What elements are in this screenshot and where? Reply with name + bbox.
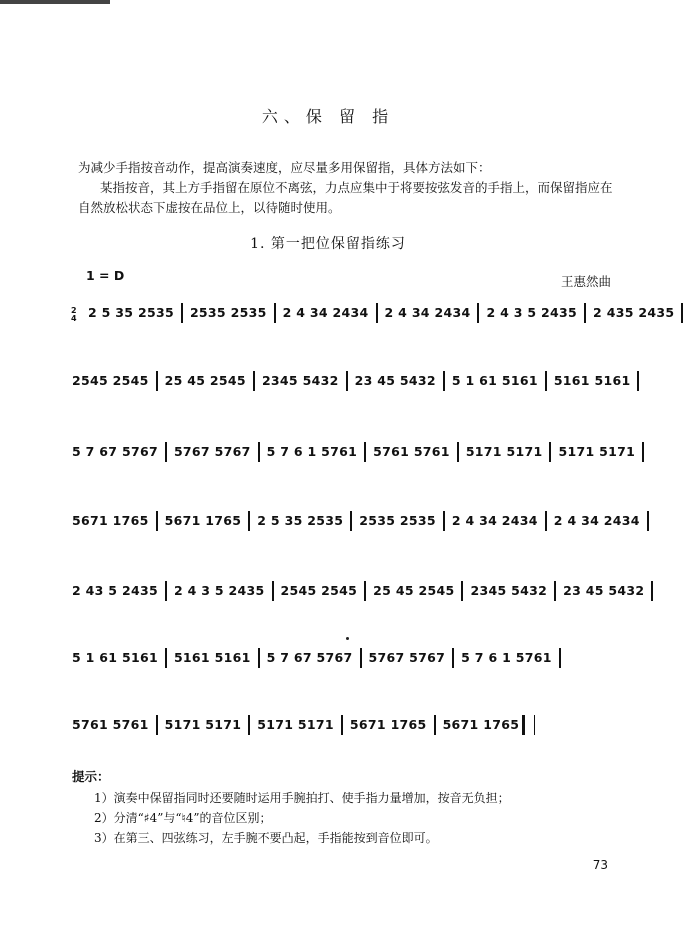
barline (341, 715, 343, 735)
barline (346, 371, 348, 391)
measure: 2 4 34 2434 (384, 304, 471, 320)
score-line (72, 371, 631, 391)
measure: 5671 1765 (349, 716, 427, 732)
measure: 5767 5767 (173, 443, 251, 459)
barline (647, 511, 649, 531)
measure: 5761 5761 (72, 716, 149, 732)
barline (461, 581, 463, 601)
tips-list (94, 788, 510, 848)
barline (156, 715, 158, 735)
barline (637, 371, 639, 391)
measure: 2 5 35 2535 (257, 512, 344, 528)
composer: 王惠然曲 (560, 274, 611, 289)
barline (272, 581, 274, 601)
barline (549, 442, 551, 462)
barline (364, 442, 366, 462)
score-line (88, 303, 675, 323)
barline (258, 442, 260, 462)
barline (181, 303, 183, 323)
measure: 2 4 3 5 2435 (486, 304, 578, 320)
barline (350, 511, 352, 531)
tip-item: 2）分清“♯4”与“♮4”的音位区别； (94, 811, 272, 825)
measure: 23 45 5432 (354, 372, 436, 388)
measure: 2545 2545 (72, 372, 149, 388)
measure: 5 7 67 5767 (266, 649, 353, 665)
measure: 5 1 61 5161 (451, 372, 538, 388)
barline (554, 581, 556, 601)
measure: 5171 5171 (257, 716, 334, 732)
score-line (72, 648, 617, 668)
measure: 2 43 5 2435 (72, 582, 158, 598)
section-title: 六、保 留 指 (261, 107, 395, 126)
barline (253, 371, 255, 391)
barline (165, 442, 167, 462)
top-edge-rule (0, 0, 110, 4)
measure: 2 4 3 5 2435 (173, 582, 265, 598)
measure: 5761 5761 (373, 443, 450, 459)
barline (248, 715, 250, 735)
measure: 5671 1765 (72, 512, 149, 528)
score-line (72, 442, 636, 462)
score-line (72, 715, 617, 735)
barline (434, 715, 436, 735)
measure: 5671 1765 (442, 716, 520, 732)
exercise-title: 1. 第一把位保留指练习 (250, 236, 406, 252)
time-signature-bottom: 4 (71, 314, 77, 323)
measure: 2 435 2435 (593, 304, 675, 320)
intro-paragraph-1: 为减少手指按音动作，提高演奏速度，应尽量多用保留指，具体方法如下： (78, 160, 491, 175)
page-number: 73 (592, 858, 608, 872)
measure: 5161 5161 (173, 649, 251, 665)
intro-paragraph-2: 某指按音，其上方手指留在原位不离弦，力点应集中于将要按弦发音的手指上，而保留指应在自然放松状态下虚按在品位上，以待随时使用。 (78, 180, 613, 215)
measure: 5 7 6 1 5761 (461, 649, 552, 665)
measure: 5 7 67 5767 (72, 443, 158, 459)
stray-mark (346, 637, 349, 640)
measure: 2545 2545 (280, 582, 358, 598)
barline (376, 303, 378, 323)
measure: 2 5 35 2535 (88, 304, 174, 320)
barline (642, 442, 644, 462)
score-line (72, 511, 640, 531)
barline (681, 303, 683, 323)
final-barline (534, 715, 535, 735)
barline (443, 371, 445, 391)
measure: 5171 5171 (558, 443, 636, 459)
barline (248, 511, 250, 531)
measure: 2535 2535 (189, 304, 267, 320)
measure: 5 7 6 1 5761 (266, 443, 358, 459)
measure: 25 45 2545 (164, 372, 246, 388)
barline (457, 442, 459, 462)
measure: 5767 5767 (368, 649, 446, 665)
barline (559, 648, 561, 668)
measure: 2345 5432 (470, 582, 548, 598)
measure: 5171 5171 (465, 443, 543, 459)
barline (584, 303, 586, 323)
tip-item: 3）在第三、四弦练习，左手腕不要凸起，手指能按到音位即可。 (94, 831, 438, 845)
barline (360, 648, 362, 668)
measure: 5671 1765 (164, 512, 242, 528)
time-signature (71, 307, 77, 323)
barline (258, 648, 260, 668)
time-signature-top: 2 (71, 306, 77, 315)
measure: 25 45 2545 (373, 582, 455, 598)
score-line (72, 581, 645, 601)
barline (165, 648, 167, 668)
measure: 2 4 34 2434 (451, 512, 538, 528)
intro-text (78, 158, 623, 218)
barline (165, 581, 167, 601)
barline (545, 371, 547, 391)
barline (156, 511, 158, 531)
barline (156, 371, 158, 391)
tips-heading: 提示： (72, 769, 110, 784)
barline (274, 303, 276, 323)
measure: 2 4 34 2434 (553, 512, 640, 528)
measure: 5171 5171 (164, 716, 242, 732)
barline (477, 303, 479, 323)
measure: 23 45 5432 (563, 582, 645, 598)
tip-item: 1）演奏中保留指同时还要随时运用手腕拍打、使手指力量增加，按音无负担； (94, 791, 510, 805)
measure: 2 4 34 2434 (282, 304, 369, 320)
barline (443, 511, 445, 531)
measure: 5 1 61 5161 (72, 649, 158, 665)
key-signature: 1 = D (86, 268, 125, 283)
barline (452, 648, 454, 668)
measure: 5161 5161 (553, 372, 631, 388)
barline (545, 511, 547, 531)
measure: 2535 2535 (359, 512, 436, 528)
barline (364, 581, 366, 601)
barline (522, 715, 525, 735)
measure: 2345 5432 (261, 372, 339, 388)
barline (651, 581, 653, 601)
